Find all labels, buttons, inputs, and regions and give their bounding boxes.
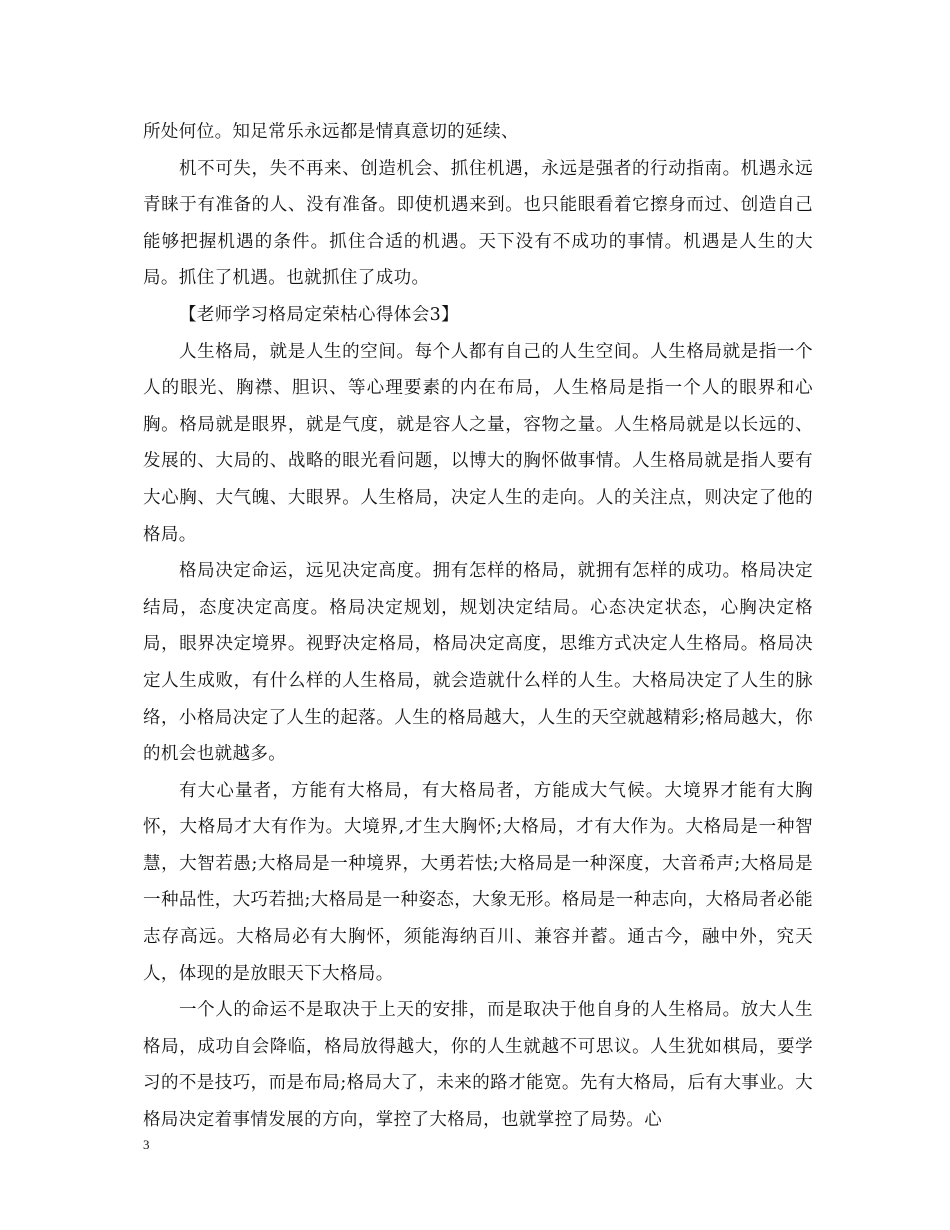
paragraph-3: 人生格局，就是人生的空间。每个人都有自己的人生空间。人生格局就是指一个人的眼光、胸襟、胆识、等心理要素的内在布局，人生格局是指一个人的眼界和心胸。格局就是眼界，就是气度，就是容人之量，容物之量。人生格局就是以长远的、发展的、大局的、战略的眼光看问题，以博大的胸怀做事情。人生格局就是指人要有大心胸、大气魄、大眼界。人生格局，决定人生的走向。人的关注点，则决定了他的格局。: [143, 341, 813, 545]
paragraph-6: 一个人的命运不是取决于上天的安排，而是取决于他自身的人生格局。放大人生格局，成功自会降临，格局放得越大，你的人生就越不可思议。人生犹如棋局，要学习的不是技巧，而是布局;格局大了，未来的路才能宽。先有大格局，后有大事业。大格局决定着事情发展的方向，掌控了大格局，也就掌控了局势。心: [143, 1000, 813, 1131]
paragraph-2: 机不可失，失不再来、创造机会、抓住机遇，永远是强者的行动指南。机遇永远青睐于有准备的人、没有准备。即使机遇来到。也只能眼看着它擦身而过、创造自己能够把握机遇的条件。抓住合适的机遇。天下没有不成功的事情。机遇是人生的大局。抓住了机遇。也就抓住了成功。: [143, 158, 813, 289]
paragraph-4: 格局决定命运，远见决定高度。拥有怎样的格局，就拥有怎样的成功。格局决定结局，态度决定高度。格局决定规划，规划决定结局。心态决定状态，心胸决定格局，眼界决定境界。视野决定格局，格局决定高度，思维方式决定人生格局。格局决定人生成败，有什么样的人生格局，就会造就什么样的人生。大格局决定了人生的脉络，小格局决定了人生的起落。人生的格局越大，人生的天空就越精彩;格局越大，你的机会也就越多。: [143, 561, 813, 765]
section-heading: 【老师学习格局定荣枯心得体会3】: [179, 304, 460, 325]
page-number: 3: [143, 1137, 150, 1152]
paragraph-5: 有大心量者，方能有大格局，有大格局者，方能成大气候。大境界才能有大胸怀，大格局才大有作为。大境界,才生大胸怀;大格局，才有大作为。大格局是一种智慧，大智若愚;大格局是一种境界，大勇若怯;大格局是一种深度，大音希声;大格局是一种品性，大巧若拙;大格局是一种姿态，大象无形。格局是一种志向，大格局者必能志存高远。大格局必有大胸怀，须能海纳百川、兼容并蓄。通古今，融中外，究天人，体现的是放眼天下大格局。: [143, 780, 813, 984]
paragraph-1: 所处何位。知足常乐永远都是情真意切的延续、: [143, 122, 519, 142]
body-text: [143, 114, 813, 1139]
